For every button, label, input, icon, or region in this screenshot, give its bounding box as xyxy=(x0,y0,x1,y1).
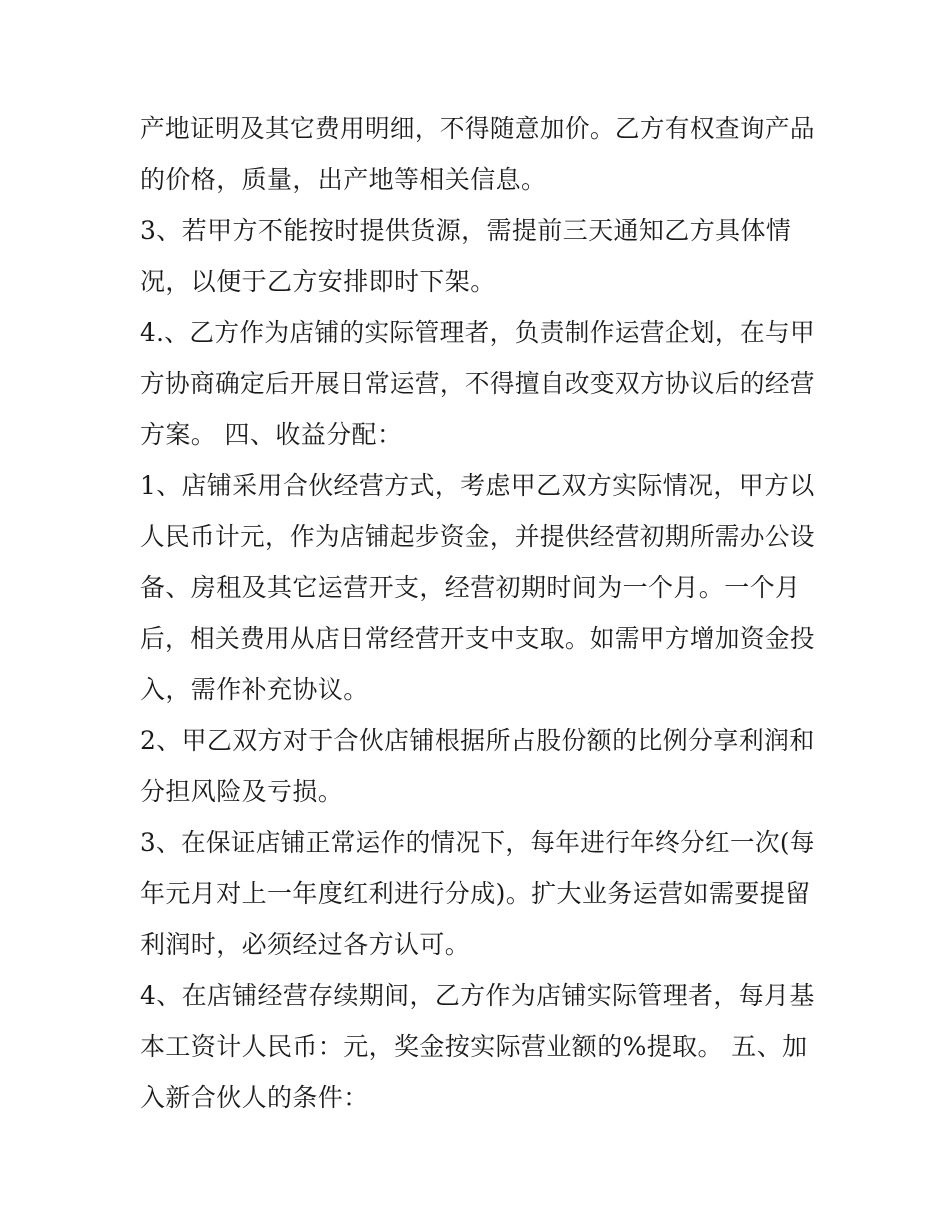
text-line: 1、店铺采用合伙经营方式，考虑甲乙双方实际情况，甲方以 xyxy=(140,471,815,500)
text-line: 人民币计元，作为店铺起步资金，并提供经营初期所需办公设 xyxy=(140,522,815,551)
text-line: 的价格，质量，出产地等相关信息。 xyxy=(140,165,547,194)
text-line: 2、甲乙双方对于合伙店铺根据所占股份额的比例分享利润和 xyxy=(140,726,815,755)
text-line: 4.、乙方作为店铺的实际管理者，负责制作运营企划，在与甲 xyxy=(140,318,816,347)
text-line: 入新合伙人的条件： xyxy=(140,1083,369,1112)
text-line: 年元月对上一年度红利进行分成)。扩大业务运营如需要提留 xyxy=(140,879,811,908)
text-line: 产地证明及其它费用明细，不得随意加价。乙方有权查询产品 xyxy=(140,114,815,143)
text-line: 利润时，必须经过各方认可。 xyxy=(140,930,471,959)
text-line: 分担风险及亏损。 xyxy=(140,777,344,806)
text-line: 后，相关费用从店日常经营开支中支取。如需甲方增加资金投 xyxy=(140,624,815,653)
text-line: 况，以便于乙方安排即时下架。 xyxy=(140,267,496,296)
text-line: 方协商确定后开展日常运营，不得擅自改变双方协议后的经营 xyxy=(140,369,815,398)
text-line: 入，需作补充协议。 xyxy=(140,675,369,704)
text-line: 3、在保证店铺正常运作的情况下，每年进行年终分红一次(每 xyxy=(140,828,815,857)
section-heading-line: 本工资计人民币：元，奖金按实际营业额的%提取。 五、加 xyxy=(140,1032,808,1061)
text-line: 4、在店铺经营存续期间，乙方作为店铺实际管理者，每月基 xyxy=(140,981,815,1010)
text-line: 3、若甲方不能按时提供货源，需提前三天通知乙方具体情 xyxy=(140,216,792,245)
section-heading-line: 方案。 四、收益分配： xyxy=(140,420,403,449)
text-line: 备、房租及其它运营开支，经营初期时间为一个月。一个月 xyxy=(140,573,801,602)
